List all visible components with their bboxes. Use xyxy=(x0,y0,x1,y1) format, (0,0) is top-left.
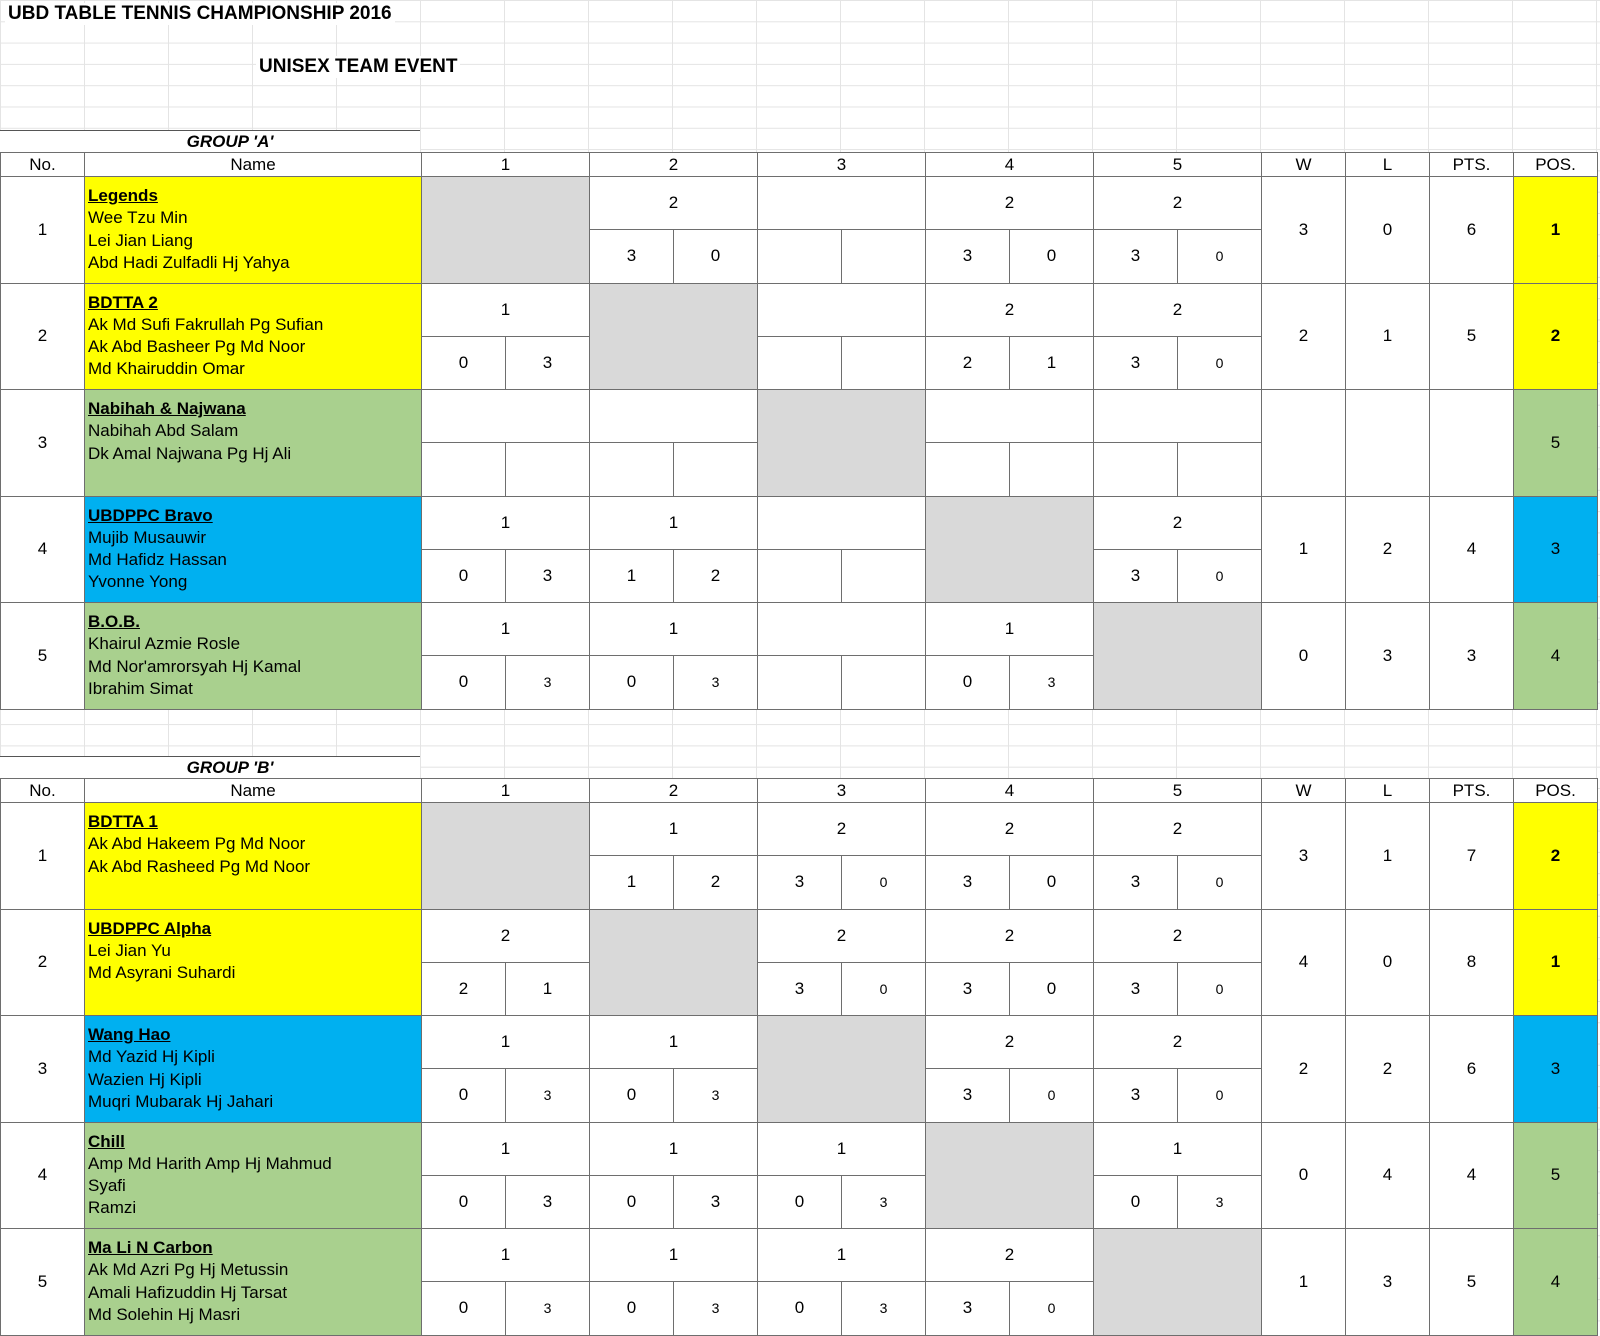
sets-lost-cell: 3 xyxy=(674,1175,758,1228)
position-cell: 2 xyxy=(1514,283,1598,390)
team-number: 4 xyxy=(1,496,85,603)
sets-won-cell: 3 xyxy=(1094,230,1178,283)
self-match-cell xyxy=(1094,603,1262,710)
match-points-cell: 1 xyxy=(926,603,1094,656)
match-points-cell xyxy=(758,283,926,336)
page-title: UBD TABLE TENNIS CHAMPIONSHIP 2016 xyxy=(5,3,395,25)
sets-lost-cell: 1 xyxy=(506,962,590,1015)
self-match-cell xyxy=(758,390,926,497)
team-member: Wazien Hj Kipli xyxy=(88,1069,202,1089)
position-cell: 3 xyxy=(1514,1016,1598,1123)
group-label xyxy=(0,756,420,778)
self-match-cell xyxy=(590,909,758,1016)
sets-won-cell: 0 xyxy=(422,549,506,602)
position-cell: 2 xyxy=(1514,803,1598,910)
team-member: Lei Jian Yu xyxy=(88,940,171,960)
team-name-cell xyxy=(85,909,422,1016)
header-wins: W xyxy=(1262,779,1346,803)
wins-cell: 4 xyxy=(1262,909,1346,1016)
team-name-cell xyxy=(85,496,422,603)
match-points-cell: 2 xyxy=(926,803,1094,856)
header-no: No. xyxy=(1,153,85,177)
team-member: Abd Hadi Zulfadli Hj Yahya xyxy=(88,252,290,272)
sets-lost-cell: 2 xyxy=(674,856,758,909)
match-points-cell xyxy=(926,390,1094,443)
header-opponent-3: 3 xyxy=(758,779,926,803)
sets-won-cell: 0 xyxy=(926,656,1010,709)
match-points-cell: 1 xyxy=(590,1229,758,1282)
header-row xyxy=(1,779,1598,803)
wins-cell: 0 xyxy=(1262,603,1346,710)
sets-won-cell: 1 xyxy=(590,549,674,602)
match-points-cell: 1 xyxy=(758,1122,926,1175)
self-match-cell xyxy=(422,177,590,284)
wins-cell: 1 xyxy=(1262,1229,1346,1336)
team-name: Legends xyxy=(88,186,158,205)
points-cell: 4 xyxy=(1430,1122,1514,1229)
sets-won-cell: 0 xyxy=(422,336,506,389)
team-name-cell xyxy=(85,803,422,910)
team-member: Yvonne Yong xyxy=(88,572,188,592)
team-member: Lei Jian Liang xyxy=(88,230,193,250)
team-name: Chill xyxy=(88,1131,125,1151)
sets-won-cell: 3 xyxy=(926,230,1010,283)
sets-lost-cell: 3 xyxy=(506,656,590,709)
match-points-cell: 1 xyxy=(590,1122,758,1175)
match-points-cell xyxy=(422,390,590,443)
sets-won-cell: 3 xyxy=(926,1282,1010,1335)
team-member: Md Solehin Hj Masri xyxy=(88,1304,241,1324)
match-points-cell: 2 xyxy=(926,1229,1094,1282)
sets-won-cell xyxy=(758,336,842,389)
header-points: PTS. xyxy=(1430,153,1514,177)
match-points-cell: 1 xyxy=(422,1016,590,1069)
team-member: Md Khairuddin Omar xyxy=(88,359,245,379)
team-member: Amali Hafizuddin Hj Tarsat xyxy=(88,1282,288,1302)
header-opponent-2: 2 xyxy=(590,153,758,177)
event-title: UNISEX TEAM EVENT xyxy=(256,56,460,78)
sets-won-cell: 0 xyxy=(590,656,674,709)
sets-won-cell: 3 xyxy=(1094,962,1178,1015)
match-points-cell: 1 xyxy=(590,803,758,856)
sets-won-cell: 3 xyxy=(758,962,842,1015)
points-cell: 6 xyxy=(1430,177,1514,284)
group-label-text: GROUP 'B' xyxy=(186,758,274,777)
header-wins: W xyxy=(1262,153,1346,177)
sets-won-cell: 3 xyxy=(926,962,1010,1015)
losses-cell: 2 xyxy=(1346,1016,1430,1123)
header-position: POS. xyxy=(1514,153,1598,177)
team-member: Ak Md Azri Pg Hj Metussin xyxy=(88,1260,289,1280)
points-cell: 4 xyxy=(1430,496,1514,603)
points-cell xyxy=(1430,390,1514,497)
points-cell: 8 xyxy=(1430,909,1514,1016)
header-opponent-2: 2 xyxy=(590,779,758,803)
sets-won-cell xyxy=(758,230,842,283)
points-cell: 5 xyxy=(1430,1229,1514,1336)
header-opponent-5: 5 xyxy=(1094,779,1262,803)
sets-lost-cell: 3 xyxy=(506,336,590,389)
team-member: Wee Tzu Min xyxy=(88,208,188,228)
sets-lost-cell: 3 xyxy=(674,1282,758,1335)
position-cell: 5 xyxy=(1514,390,1598,497)
position-cell: 5 xyxy=(1514,1122,1598,1229)
match-points-cell xyxy=(758,496,926,549)
team-number: 5 xyxy=(1,1229,85,1336)
position-cell: 1 xyxy=(1514,909,1598,1016)
standings-table xyxy=(0,152,1598,710)
self-match-cell xyxy=(590,283,758,390)
header-opponent-1: 1 xyxy=(422,153,590,177)
header-points: PTS. xyxy=(1430,779,1514,803)
points-cell: 6 xyxy=(1430,1016,1514,1123)
team-name: BDTTA 1 xyxy=(88,812,158,831)
sets-lost-cell: 2 xyxy=(674,549,758,602)
losses-cell: 2 xyxy=(1346,496,1430,603)
team-member: Amp Md Harith Amp Hj Mahmud xyxy=(88,1153,332,1173)
sets-lost-cell xyxy=(842,230,926,283)
sets-lost-cell: 3 xyxy=(1178,1175,1262,1228)
points-cell: 3 xyxy=(1430,603,1514,710)
match-points-cell: 2 xyxy=(1094,496,1262,549)
group-label-text: GROUP 'A' xyxy=(186,132,274,151)
team-number: 2 xyxy=(1,909,85,1016)
match-points-cell: 2 xyxy=(1094,909,1262,962)
losses-cell: 3 xyxy=(1346,603,1430,710)
team-row xyxy=(1,496,1598,549)
sets-lost-cell: 0 xyxy=(1178,549,1262,602)
sets-won-cell xyxy=(590,443,674,496)
sets-won-cell: 0 xyxy=(590,1175,674,1228)
sets-won-cell: 0 xyxy=(758,1175,842,1228)
match-points-cell: 1 xyxy=(590,1016,758,1069)
team-member: Ak Abd Basheer Pg Md Noor xyxy=(88,337,306,357)
team-row xyxy=(1,909,1598,962)
wins-cell: 2 xyxy=(1262,283,1346,390)
match-points-cell: 2 xyxy=(422,909,590,962)
team-row xyxy=(1,177,1598,230)
match-points-cell: 1 xyxy=(422,1229,590,1282)
sets-won-cell: 1 xyxy=(590,856,674,909)
position-cell: 4 xyxy=(1514,603,1598,710)
losses-cell: 0 xyxy=(1346,909,1430,1016)
self-match-cell xyxy=(1094,1229,1262,1336)
sets-lost-cell: 3 xyxy=(842,1175,926,1228)
team-name-cell xyxy=(85,603,422,710)
team-member: Md Asyrani Suhardi xyxy=(88,963,236,983)
team-member: Ak Abd Rasheed Pg Md Noor xyxy=(88,856,311,876)
team-name: Wang Hao xyxy=(88,1025,171,1044)
losses-cell: 4 xyxy=(1346,1122,1430,1229)
standings-table xyxy=(0,778,1598,1336)
match-points-cell: 2 xyxy=(926,909,1094,962)
team-member: Dk Amal Najwana Pg Hj Ali xyxy=(88,443,292,463)
wins-cell: 3 xyxy=(1262,177,1346,284)
team-member: Ak Abd Hakeem Pg Md Noor xyxy=(88,834,306,854)
sets-won-cell: 3 xyxy=(926,1069,1010,1122)
team-name-cell xyxy=(85,283,422,390)
sets-won-cell: 0 xyxy=(590,1282,674,1335)
sets-lost-cell: 0 xyxy=(674,230,758,283)
sets-lost-cell: 3 xyxy=(674,1069,758,1122)
team-name: BDTTA 2 xyxy=(88,292,158,312)
sets-lost-cell: 0 xyxy=(1178,230,1262,283)
points-cell: 5 xyxy=(1430,283,1514,390)
self-match-cell xyxy=(758,1016,926,1123)
team-member: Mujib Musauwir xyxy=(88,527,207,547)
sets-won-cell xyxy=(422,443,506,496)
self-match-cell xyxy=(422,803,590,910)
sets-lost-cell xyxy=(842,549,926,602)
match-points-cell: 2 xyxy=(590,177,758,230)
team-member: Md Yazid Hj Kipli xyxy=(88,1047,215,1067)
team-row xyxy=(1,1229,1598,1282)
match-points-cell: 2 xyxy=(926,283,1094,336)
team-row xyxy=(1,803,1598,856)
team-number: 2 xyxy=(1,283,85,390)
losses-cell: 1 xyxy=(1346,803,1430,910)
sets-won-cell: 0 xyxy=(758,1282,842,1335)
header-losses: L xyxy=(1346,779,1430,803)
sets-won-cell: 3 xyxy=(1094,336,1178,389)
header-row xyxy=(1,153,1598,177)
position-cell: 3 xyxy=(1514,496,1598,603)
header-no: No. xyxy=(1,779,85,803)
sets-lost-cell: 0 xyxy=(1178,1069,1262,1122)
sets-won-cell: 0 xyxy=(1094,1175,1178,1228)
team-number: 3 xyxy=(1,1016,85,1123)
team-member: Ramzi xyxy=(88,1198,137,1218)
sets-won-cell: 0 xyxy=(422,1069,506,1122)
match-points-cell: 1 xyxy=(590,496,758,549)
team-name-cell xyxy=(85,1016,422,1123)
sets-lost-cell xyxy=(1178,443,1262,496)
match-points-cell: 2 xyxy=(926,1016,1094,1069)
sets-lost-cell xyxy=(1010,443,1094,496)
group-label xyxy=(0,130,420,152)
match-points-cell: 2 xyxy=(1094,803,1262,856)
team-member: Syafi xyxy=(88,1176,126,1196)
sets-lost-cell: 0 xyxy=(1010,1069,1094,1122)
header-position: POS. xyxy=(1514,779,1598,803)
team-number: 1 xyxy=(1,803,85,910)
wins-cell: 1 xyxy=(1262,496,1346,603)
sets-won-cell: 3 xyxy=(590,230,674,283)
team-name: B.O.B. xyxy=(88,612,140,631)
match-points-cell: 2 xyxy=(758,803,926,856)
sets-lost-cell xyxy=(842,336,926,389)
team-row xyxy=(1,603,1598,656)
team-row xyxy=(1,1016,1598,1069)
sets-won-cell: 3 xyxy=(1094,549,1178,602)
header-name: Name xyxy=(85,779,422,803)
sets-lost-cell: 0 xyxy=(1178,962,1262,1015)
match-points-cell: 2 xyxy=(1094,177,1262,230)
sets-lost-cell: 0 xyxy=(1010,230,1094,283)
sets-lost-cell: 0 xyxy=(1010,962,1094,1015)
sets-lost-cell: 0 xyxy=(1010,1282,1094,1335)
wins-cell: 2 xyxy=(1262,1016,1346,1123)
match-points-cell: 1 xyxy=(422,1122,590,1175)
header-opponent-5: 5 xyxy=(1094,153,1262,177)
team-name-cell xyxy=(85,390,422,497)
team-name: Nabihah & Najwana xyxy=(88,399,246,418)
sets-lost-cell: 3 xyxy=(1010,656,1094,709)
losses-cell: 0 xyxy=(1346,177,1430,284)
match-points-cell xyxy=(1094,390,1262,443)
sets-lost-cell xyxy=(842,656,926,709)
team-row xyxy=(1,390,1598,443)
team-number: 1 xyxy=(1,177,85,284)
sets-won-cell: 0 xyxy=(422,1282,506,1335)
match-points-cell: 1 xyxy=(590,603,758,656)
sets-won-cell: 2 xyxy=(422,962,506,1015)
header-opponent-4: 4 xyxy=(926,779,1094,803)
team-member: Khairul Azmie Rosle xyxy=(88,634,241,654)
match-points-cell: 1 xyxy=(422,283,590,336)
sets-won-cell: 0 xyxy=(422,1175,506,1228)
sets-lost-cell: 3 xyxy=(506,1175,590,1228)
header-opponent-3: 3 xyxy=(758,153,926,177)
sets-won-cell xyxy=(926,443,1010,496)
sets-lost-cell: 1 xyxy=(1010,336,1094,389)
self-match-cell xyxy=(926,1122,1094,1229)
sets-lost-cell: 0 xyxy=(842,856,926,909)
wins-cell: 3 xyxy=(1262,803,1346,910)
match-points-cell: 2 xyxy=(1094,1016,1262,1069)
sets-lost-cell: 3 xyxy=(506,1282,590,1335)
sets-lost-cell: 0 xyxy=(1178,856,1262,909)
match-points-cell: 2 xyxy=(1094,283,1262,336)
match-points-cell: 1 xyxy=(422,496,590,549)
sets-won-cell: 2 xyxy=(926,336,1010,389)
match-points-cell xyxy=(758,603,926,656)
header-name: Name xyxy=(85,153,422,177)
team-member: Nabihah Abd Salam xyxy=(88,421,239,441)
points-cell: 7 xyxy=(1430,803,1514,910)
sets-lost-cell xyxy=(506,443,590,496)
team-member: Md Hafidz Hassan xyxy=(88,550,227,570)
losses-cell xyxy=(1346,390,1430,497)
team-name-cell xyxy=(85,1229,422,1336)
sets-lost-cell: 3 xyxy=(842,1282,926,1335)
sets-won-cell: 0 xyxy=(422,656,506,709)
losses-cell: 1 xyxy=(1346,283,1430,390)
sets-lost-cell: 3 xyxy=(506,549,590,602)
team-number: 3 xyxy=(1,390,85,497)
team-name: UBDPPC Alpha xyxy=(88,918,212,938)
losses-cell: 3 xyxy=(1346,1229,1430,1336)
header-opponent-1: 1 xyxy=(422,779,590,803)
position-cell: 4 xyxy=(1514,1229,1598,1336)
match-points-cell: 1 xyxy=(758,1229,926,1282)
sets-lost-cell xyxy=(674,443,758,496)
team-name-cell xyxy=(85,177,422,284)
sets-lost-cell: 0 xyxy=(1178,336,1262,389)
sets-won-cell: 0 xyxy=(590,1069,674,1122)
team-number: 5 xyxy=(1,603,85,710)
match-points-cell xyxy=(758,177,926,230)
wins-cell xyxy=(1262,390,1346,497)
team-name: UBDPPC Bravo xyxy=(88,505,213,525)
sets-lost-cell: 3 xyxy=(506,1069,590,1122)
match-points-cell xyxy=(590,390,758,443)
sets-won-cell: 3 xyxy=(926,856,1010,909)
team-member: Ibrahim Simat xyxy=(88,678,193,698)
sets-won-cell xyxy=(758,656,842,709)
position-cell: 1 xyxy=(1514,177,1598,284)
team-name: Ma Li N Carbon xyxy=(88,1238,213,1257)
sets-lost-cell: 0 xyxy=(842,962,926,1015)
match-points-cell: 2 xyxy=(758,909,926,962)
sets-won-cell: 3 xyxy=(1094,856,1178,909)
sets-lost-cell: 0 xyxy=(1010,856,1094,909)
team-member: Md Nor'amrorsyah Hj Kamal xyxy=(88,656,301,676)
match-points-cell: 2 xyxy=(926,177,1094,230)
sets-lost-cell: 3 xyxy=(674,656,758,709)
sets-won-cell: 3 xyxy=(758,856,842,909)
header-losses: L xyxy=(1346,153,1430,177)
team-row xyxy=(1,1122,1598,1175)
match-points-cell: 1 xyxy=(422,603,590,656)
header-opponent-4: 4 xyxy=(926,153,1094,177)
sets-won-cell: 3 xyxy=(1094,1069,1178,1122)
sets-won-cell xyxy=(1094,443,1178,496)
wins-cell: 0 xyxy=(1262,1122,1346,1229)
sets-won-cell xyxy=(758,549,842,602)
self-match-cell xyxy=(926,496,1094,603)
match-points-cell: 1 xyxy=(1094,1122,1262,1175)
team-member: Muqri Mubarak Hj Jahari xyxy=(88,1091,274,1111)
team-number: 4 xyxy=(1,1122,85,1229)
team-member: Ak Md Sufi Fakrullah Pg Sufian xyxy=(88,314,324,334)
team-row xyxy=(1,283,1598,336)
team-name-cell xyxy=(85,1122,422,1229)
